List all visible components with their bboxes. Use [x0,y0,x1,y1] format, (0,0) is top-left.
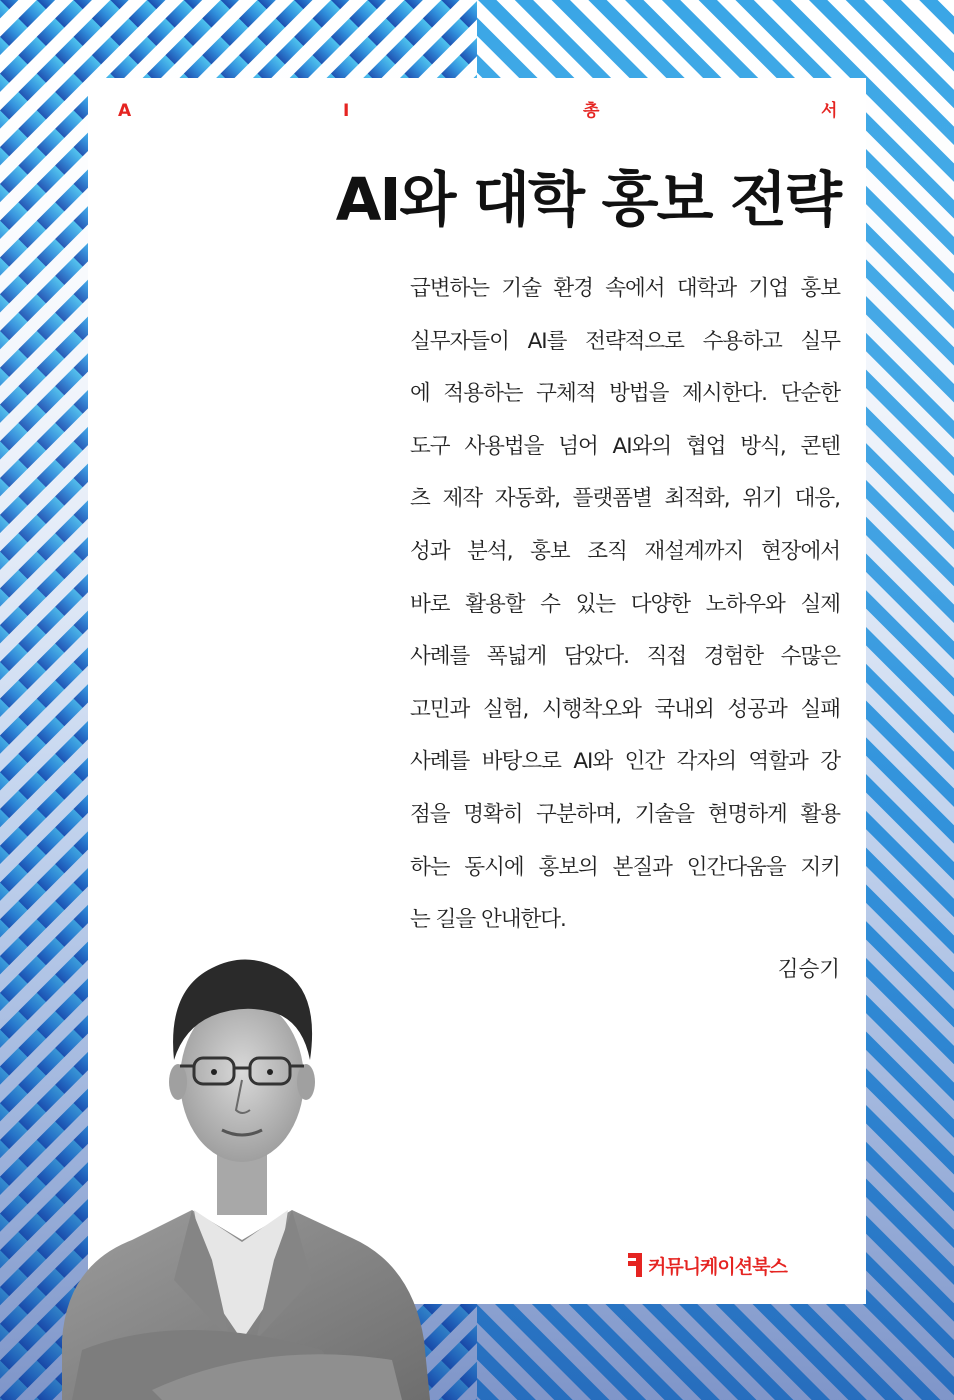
book-title: AI와 대학 홍보 전략 [335,165,840,234]
description-line: 에 적용하는 구체적 방법을 제시한다. 단순한 [410,381,840,407]
description-line: 실무자들이 AI를 전략적으로 수용하고 실무 [410,328,840,354]
book-description [410,263,840,947]
series-letter-chong: 총 [583,101,600,121]
series-letter-seo: 서 [821,101,838,121]
description-line: 바로 활용할 수 있는 다양한 노하우와 실제 [410,591,840,617]
publisher-name: 커뮤니케이션북스 [648,1255,787,1278]
description-line: 성과 분석, 홍보 조직 재설계까지 현장에서 [410,538,840,564]
description-line: 츠 제작 자동화, 플랫폼별 최적화, 위기 대응, [410,486,840,512]
description-line: 고민과 실험, 시행착오와 국내외 성공과 실패 [410,696,840,722]
series-letter-i: I [343,101,350,121]
author-name: 김승기 [777,957,840,982]
publisher-logo-icon [626,1251,644,1279]
description-line: 사례를 폭넓게 담았다. 직접 경험한 수많은 [410,644,840,670]
description-line: 는 길을 안내한다. [410,907,566,933]
series-letter-a: A [118,101,132,121]
description-line: 사례를 바탕으로 AI와 인간 각자의 역할과 강 [410,749,840,775]
series-label [88,99,866,123]
publisher-mark [626,1250,787,1280]
description-line: 급변하는 기술 환경 속에서 대학과 기업 홍보 [410,276,840,301]
description-line: 하는 동시에 홍보의 본질과 인간다움을 지키 [410,854,840,880]
description-line: 도구 사용법을 넘어 AI와의 협업 방식, 콘텐 [410,433,840,459]
author-portrait [62,920,432,1400]
description-line: 점을 명확히 구분하며, 기술을 현명하게 활용 [410,801,840,827]
